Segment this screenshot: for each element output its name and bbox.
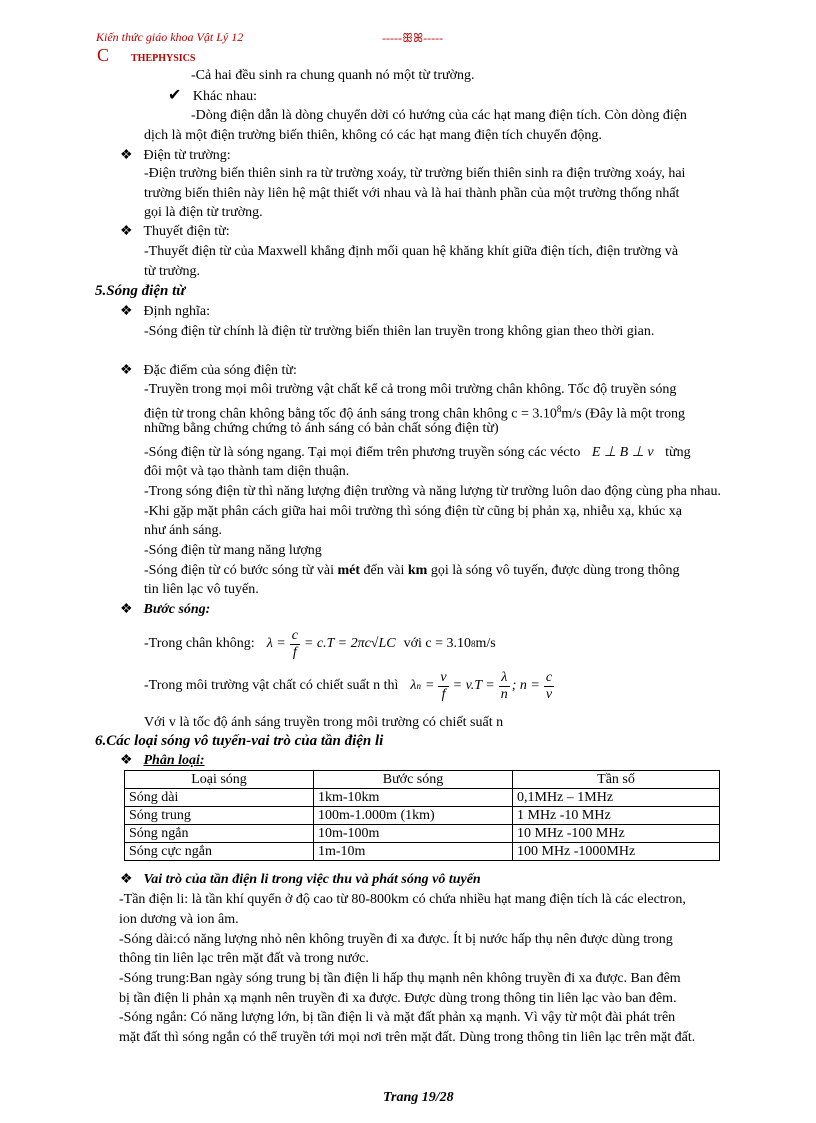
bullet-item: ❖ Bước sóng: <box>120 600 210 620</box>
table-cell: 1m-10m <box>314 843 513 861</box>
table-cell: Sóng ngắn <box>125 825 314 843</box>
header-brand: THEPHYSICS <box>131 53 196 64</box>
paragraph: -Khi gặp mặt phân cách giữa hai môi trường thì sóng điện từ cũng bị phản xạ, nhiễu xạ, khúc xạ <box>144 504 682 519</box>
table-cell: 100 MHz -1000MHz <box>513 843 720 861</box>
paragraph: -Cả hai đều sinh ra chung quanh nó một từ trường. <box>191 68 475 83</box>
paragraph: -Trong sóng điện từ thì năng lượng điện trường và năng lượng từ trường luôn dao động cùng pha nhau. <box>144 484 722 499</box>
paragraph: -Tần điện li: là tần khí quyển ở độ cao từ 80-800km có chứa nhiều hạt mang điện tích là các electron, <box>119 892 686 907</box>
paragraph: như ánh sáng. <box>144 523 222 538</box>
paragraph: -Điện trường biến thiên sinh ra từ trường xoáy, từ trường biến thiên sinh ra điện trường xoáy, hai <box>144 166 686 181</box>
diamond-bullet-icon: ❖ <box>120 363 133 378</box>
bullet-item: ❖ Định nghĩa: <box>120 302 210 322</box>
vector-expression: E ⊥ B ⊥ v <box>591 445 654 460</box>
checkmark-icon: ✔ <box>168 87 182 104</box>
paragraph: dịch là một điện trường biến thiên, không có các hạt mang điện tích chuyển động. <box>144 128 602 143</box>
table-cell: 100m-1.000m (1km) <box>314 807 513 825</box>
header-title: Kiến thức giáo khoa Vật Lý 12 <box>96 30 244 44</box>
paragraph: những bằng chứng chứng tỏ ánh sáng có bản chất sóng điện từ) <box>144 421 499 436</box>
paragraph: -Sóng điện từ là sóng ngang. Tại mọi điểm trên phương truyền sóng các vécto E ⊥ B ⊥ v từng <box>144 445 691 460</box>
paragraph: từ trường. <box>144 264 201 279</box>
table-row <box>125 825 720 843</box>
paragraph: -Dòng điện dẫn là dòng chuyển dời có hướng của các hạt mang điện tích. Còn dòng điện <box>191 108 687 123</box>
paragraph: -Sóng điện từ có bước sóng từ vài mét đến vài km gọi là sóng vô tuyến, được dùng trong thông <box>144 563 680 578</box>
paragraph: tin liên lạc vô tuyến. <box>144 582 259 597</box>
table-row <box>125 843 720 861</box>
header-ornament: -----ꕥꕤ----- <box>382 31 444 45</box>
formula-vacuum: -Trong chân không: λ = $\frac{c}{f}$ = c.T = 2πc√LC với c = 3.10 8 m/s <box>144 627 496 660</box>
bullet-item: ❖ Điện từ trường: <box>120 146 231 166</box>
diamond-bullet-icon: ❖ <box>120 602 133 617</box>
paragraph: trường biến thiên này liên hệ mật thiết với nhau và là hai thành phần của một trường thống nhất <box>144 186 680 201</box>
paragraph: -Truyền trong mọi môi trường vật chất kể cả trong môi trường chân không. Tốc độ truyền sóng <box>144 382 677 397</box>
table-header-cell: Tần số <box>513 771 720 789</box>
table-cell: 0,1MHz – 1MHz <box>513 789 720 807</box>
diamond-bullet-icon: ❖ <box>120 148 133 163</box>
table-header-cell: Loại sóng <box>125 771 314 789</box>
bullet-item: ❖ Phân loại: <box>120 751 205 771</box>
table-cell: Sóng cực ngắn <box>125 843 314 861</box>
wave-classification-table <box>124 770 720 861</box>
diamond-bullet-icon: ❖ <box>120 872 133 887</box>
paragraph: đôi một và tạo thành tam diện thuận. <box>144 464 350 479</box>
table-cell: 1 MHz -10 MHz <box>513 807 720 825</box>
section-title: 6.Các loại sóng vô tuyến-vai trò của tần điện li <box>95 733 384 749</box>
checkmark-item: ✔ Khác nhau: <box>168 87 258 104</box>
paragraph: -Thuyết điện từ của Maxwell khẳng định mối quan hệ khăng khít giữa điện tích, điện trường và <box>144 244 679 259</box>
paragraph: gọi là điện từ trường. <box>144 205 263 220</box>
bullet-item: ❖ Vai trò của tần điện li trong việc thu và phát sóng vô tuyến <box>120 870 481 890</box>
formula-medium: -Trong môi trường vật chất có chiết suất n thì λ n = $\frac{v}{f}$ = v.T = $\frac{\lambda}{n}$ ; n = $\frac{c}{v}$ <box>144 669 553 702</box>
paragraph: -Sóng điện từ chính là điện từ trường biến thiên lan truyền trong không gian theo thời gian. <box>144 324 655 339</box>
table-cell: Sóng dài <box>125 789 314 807</box>
paragraph: bị tần điện li phản xạ mạnh nên truyền đi xa được. Được dùng trong thông tin liên lạc vào ban đêm. <box>119 991 677 1006</box>
page-number: Trang 19/28 <box>383 1090 454 1105</box>
table-cell: Sóng trung <box>125 807 314 825</box>
diamond-bullet-icon: ❖ <box>120 753 133 768</box>
section-title: 5.Sóng điện từ <box>95 283 186 299</box>
paragraph: -Sóng dài:có năng lượng nhỏ nên không truyền đi xa được. Ít bị nước hấp thụ nên được dùng trong <box>119 932 673 947</box>
paragraph: điện từ trong chân không bằng tốc độ ánh sáng trong chân không $c = 3.10^8m/s$ (Đây là một trong <box>144 404 685 422</box>
table-row <box>125 789 720 807</box>
bullet-item: ❖ Đặc điểm của sóng điện từ: <box>120 361 297 381</box>
paragraph: thông tin liên lạc trên mặt đất và trong nước. <box>119 951 369 966</box>
header-logo-letter: C <box>97 45 110 65</box>
paragraph: -Sóng ngắn: Có năng lượng lớn, bị tần điện li và mặt đất phản xạ mạnh. Vì vậy từ một đài phát trên <box>119 1010 676 1025</box>
paragraph: ion dương và ion âm. <box>119 912 239 927</box>
table-header-cell: Bước sóng <box>314 771 513 789</box>
table-header-row <box>125 771 720 789</box>
diamond-bullet-icon: ❖ <box>120 304 133 319</box>
table-cell: 10 MHz -100 MHz <box>513 825 720 843</box>
table-row <box>125 807 720 825</box>
table-cell: 1km-10km <box>314 789 513 807</box>
table-cell: 10m-100m <box>314 825 513 843</box>
paragraph: mặt đất thì sóng ngắn có thể truyền tới mọi nơi trên mặt đất. Dùng trong thông tin liên lạc trên mặt đất. <box>119 1030 696 1045</box>
diamond-bullet-icon: ❖ <box>120 224 133 239</box>
bullet-item: ❖ Thuyết điện từ: <box>120 222 230 242</box>
paragraph: -Sóng điện từ mang năng lượng <box>144 543 322 558</box>
paragraph: -Sóng trung:Ban ngày sóng trung bị tần điện li hấp thụ mạnh nên không truyền đi xa được. Ban đêm <box>119 971 681 986</box>
paragraph: Với v là tốc độ ánh sáng truyền trong môi trường có chiết suất n <box>144 715 504 730</box>
